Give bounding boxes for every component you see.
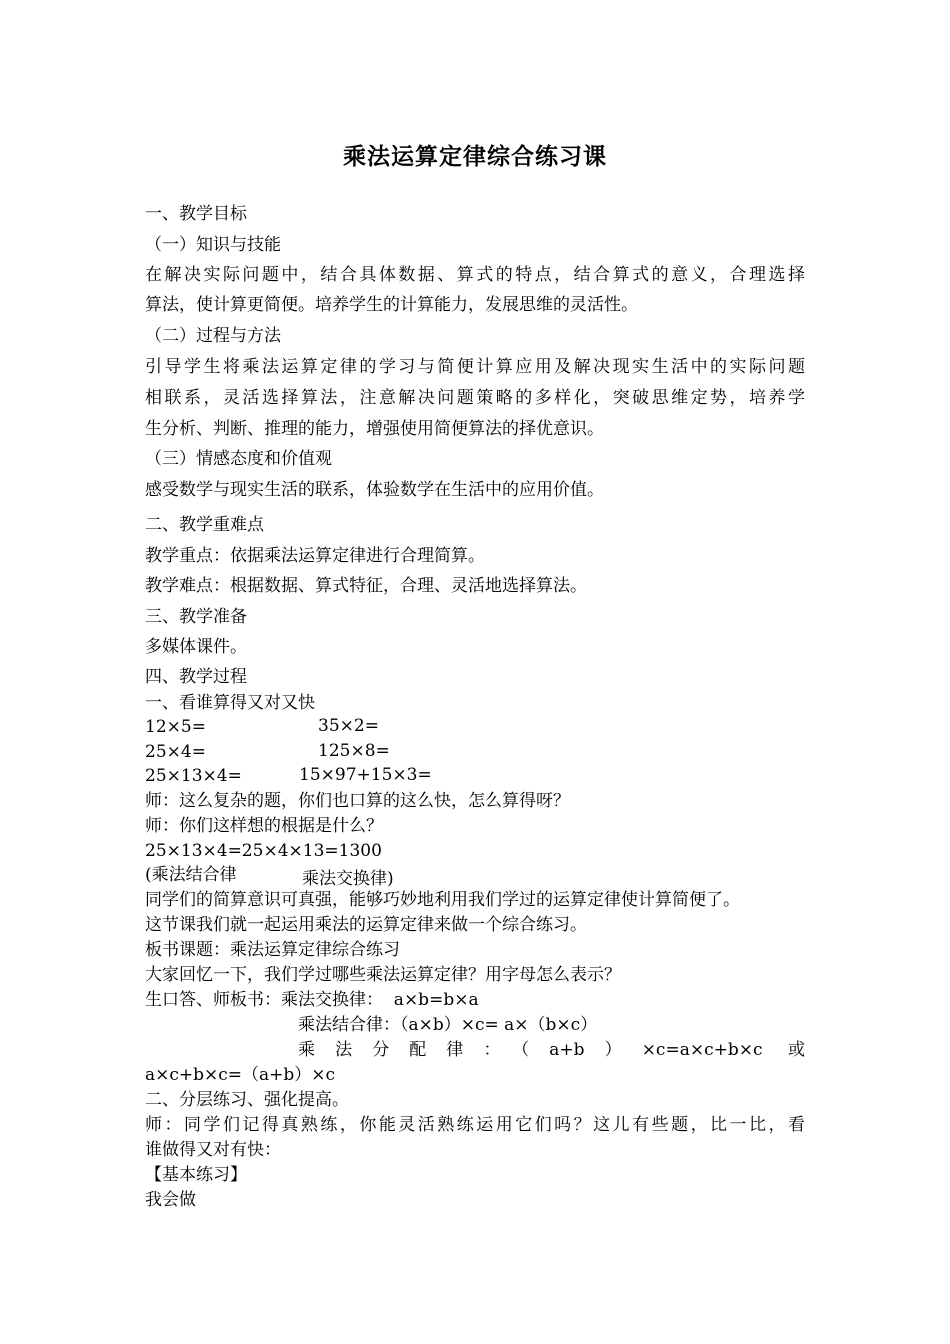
basic-practice-heading: 【基本练习】 [145,1165,247,1185]
law-commutative: 生口答、师板书：乘法交换律： a×b=b×a [145,990,479,1010]
section-heading-key-points: 二、教学重难点 [145,515,264,535]
practice-subheading: 我会做 [145,1190,196,1210]
calc-item: 25×4= [145,742,206,762]
equation-line: 25×13×4=25×4×13=1300 [145,841,382,861]
paragraph-line: 生分析、判断、推理的能力，增强使用简便算法的择优意识。 [145,419,604,439]
subheading-process: （二）过程与方法 [145,326,281,346]
law-associative: 乘法结合律：（a×b）×c= a×（b×c） [298,1015,598,1035]
subheading-attitude: （三）情感态度和价值观 [145,449,332,469]
paragraph-line: 师：同学们记得真熟练，你能灵活熟练运用它们吗？这儿有些题，比一比，看 [145,1115,805,1135]
calc-item: 25×13×4= [145,766,242,786]
paragraph-line: 谁做得又对有快： [145,1140,281,1160]
paragraph-line: 大家回忆一下，我们学过哪些乘法运算定律？用字母怎么表示？ [145,965,621,985]
paragraph-line: 算法，使计算更简便。培养学生的计算能力，发展思维的灵活性。 [145,295,638,315]
law-distributive: 乘法分配律：（a+b）×c=a×c+b×c 或 [298,1040,805,1060]
paragraph-line: 相联系，灵活选择算法，注意解决问题策略的多样化，突破思维定势，培养学 [145,388,805,408]
paragraph-line: 感受数学与现实生活的联系，体验数学在生活中的应用价值。 [145,480,604,500]
subheading-knowledge: （一）知识与技能 [145,235,281,255]
calc-item: 15×97+15×3= [299,765,432,785]
paragraph-line: 这节课我们就一起运用乘法的运算定律来做一个综合练习。 [145,915,587,935]
calc-item: 12×5= [145,717,206,737]
calc-item: 125×8= [318,741,390,761]
paragraph-line: 引导学生将乘法运算定律的学习与简便计算应用及解决现实生活中的实际问题 [145,357,805,377]
law-name: 乘法交换律) [302,869,394,889]
board-title-line: 板书课题：乘法运算定律综合练习 [145,940,400,960]
section-heading-process: 四、教学过程 [145,667,247,687]
document-title: 乘法运算定律综合练习课 [343,143,607,170]
paragraph-line: 在解决实际问题中，结合具体数据、算式的特点，结合算式的意义，合理选择 [145,265,805,285]
difficult-point-text: 教学难点：根据数据、算式特征，合理、灵活地选择算法。 [145,576,587,596]
key-point-text: 教学重点：依据乘法运算定律进行合理简算。 [145,546,485,566]
calc-item: 35×2= [318,716,379,736]
part-heading-quick-calc: 一、看谁算得又对又快 [145,693,315,713]
section-heading-objectives: 一、教学目标 [145,204,247,224]
part-heading-practice: 二、分层练习、强化提高。 [145,1090,349,1110]
paragraph-line: 同学们的简算意识可真强，能够巧妙地利用我们学过的运算定律使计算简便了。 [145,890,740,910]
law-distributive-continued: a×c+b×c=（a+b）×c [145,1065,336,1085]
teacher-question: 师：你们这样想的根据是什么？ [145,816,383,836]
teacher-question: 师：这么复杂的题，你们也口算的这么快，怎么算得呀？ [145,791,570,811]
section-heading-preparation: 三、教学准备 [145,607,247,627]
preparation-text: 多媒体课件。 [145,637,247,657]
law-name: (乘法结合律 [145,865,237,885]
